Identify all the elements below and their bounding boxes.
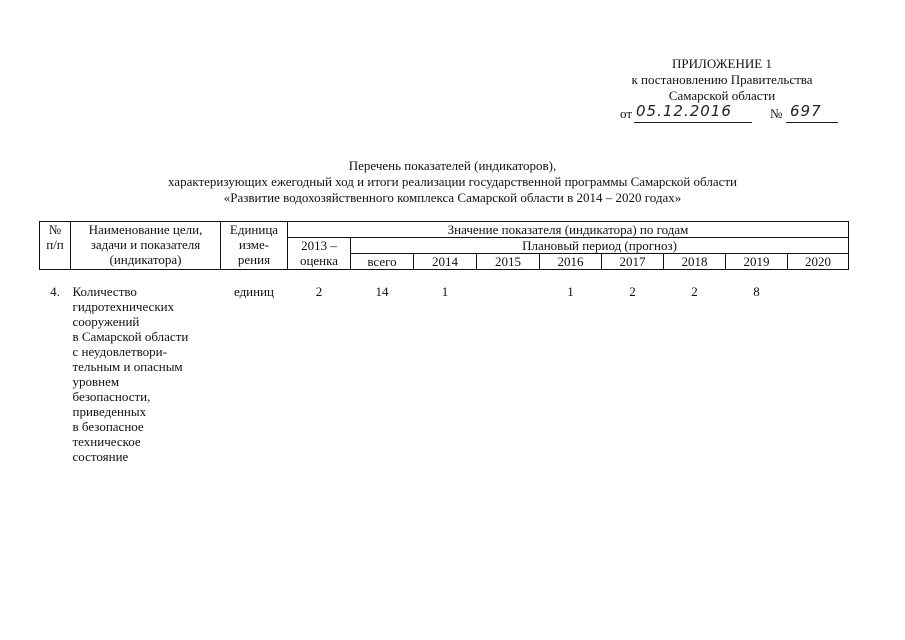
header-year-2016: 2016 — [540, 254, 602, 270]
title-line-2: характеризующих ежегодный ход и итоги реализации государственной программы Самарской области — [167, 174, 738, 189]
row-name-line: тельным и опасным — [72, 359, 183, 374]
row-num: 4. — [50, 284, 60, 299]
decree-date: 05.12.2016 — [636, 102, 732, 120]
row-name-line: гидротехнических — [72, 299, 175, 314]
header-name: Наименование цели, задачи и показателя (индикатора) — [71, 222, 221, 270]
row-name-line: техническое — [72, 434, 141, 449]
appendix-title: ПРИЛОЖЕНИЕ 1 — [672, 56, 772, 71]
row-name-line: в Самарской области — [72, 329, 189, 344]
header-values-group: Значение показателя (индикатора) по годам — [288, 222, 849, 238]
row-name-line: с неудовлетвори- — [72, 344, 167, 359]
row-name-line: приведенных — [72, 404, 147, 419]
header-year-2015: 2015 — [477, 254, 540, 270]
date-underline — [634, 122, 752, 123]
title-line-1: Перечень показателей (индикаторов), — [348, 158, 557, 173]
header-num: № п/п — [40, 222, 71, 270]
header-year-2018: 2018 — [664, 254, 726, 270]
row-2017: 2 — [629, 284, 636, 299]
row-2016: 1 — [567, 284, 574, 299]
header-plan-group: Плановый период (прогноз) — [351, 238, 849, 254]
row-name — [71, 284, 221, 464]
row-2018: 2 — [691, 284, 698, 299]
row-2015 — [477, 284, 540, 464]
header-year-2019: 2019 — [726, 254, 788, 270]
row-name-line: сооружений — [72, 314, 140, 329]
row-name-line: уровнем — [72, 374, 120, 389]
table-row — [40, 284, 849, 464]
row-name-line: Количество — [72, 284, 137, 299]
header-total: всего — [351, 254, 414, 270]
appendix-block — [607, 56, 837, 104]
row-estimate-2013: 2 — [315, 284, 323, 299]
row-name-line: в безопасное — [72, 419, 144, 434]
appendix-line-3: Самарской области — [668, 88, 776, 103]
decree-number: 697 — [790, 102, 822, 120]
row-unit: единиц — [233, 284, 275, 299]
header-year-2014: 2014 — [414, 254, 477, 270]
document-title — [40, 158, 865, 206]
row-2019: 8 — [753, 284, 760, 299]
title-line-3: «Развитие водохозяйственного комплекса Самарской области в 2014 – 2020 годах» — [223, 190, 682, 205]
header-unit: Единица изме-рения — [221, 222, 288, 270]
row-2014: 1 — [441, 284, 449, 299]
row-name-line: состояние — [72, 449, 129, 464]
number-underline — [786, 122, 838, 123]
number-prefix: № — [770, 106, 783, 121]
appendix-line-2: к постановлению Правительства — [631, 72, 813, 87]
row-2020 — [788, 284, 849, 464]
decree-date-number-line — [620, 102, 840, 124]
header-estimate-2013: 2013 – оценка — [288, 238, 351, 270]
row-name-line: безопасности, — [72, 389, 151, 404]
header-year-2017: 2017 — [602, 254, 664, 270]
header-year-2020: 2020 — [788, 254, 849, 270]
indicators-table — [39, 221, 849, 464]
date-prefix: от — [620, 106, 633, 121]
row-total: 14 — [375, 284, 389, 299]
